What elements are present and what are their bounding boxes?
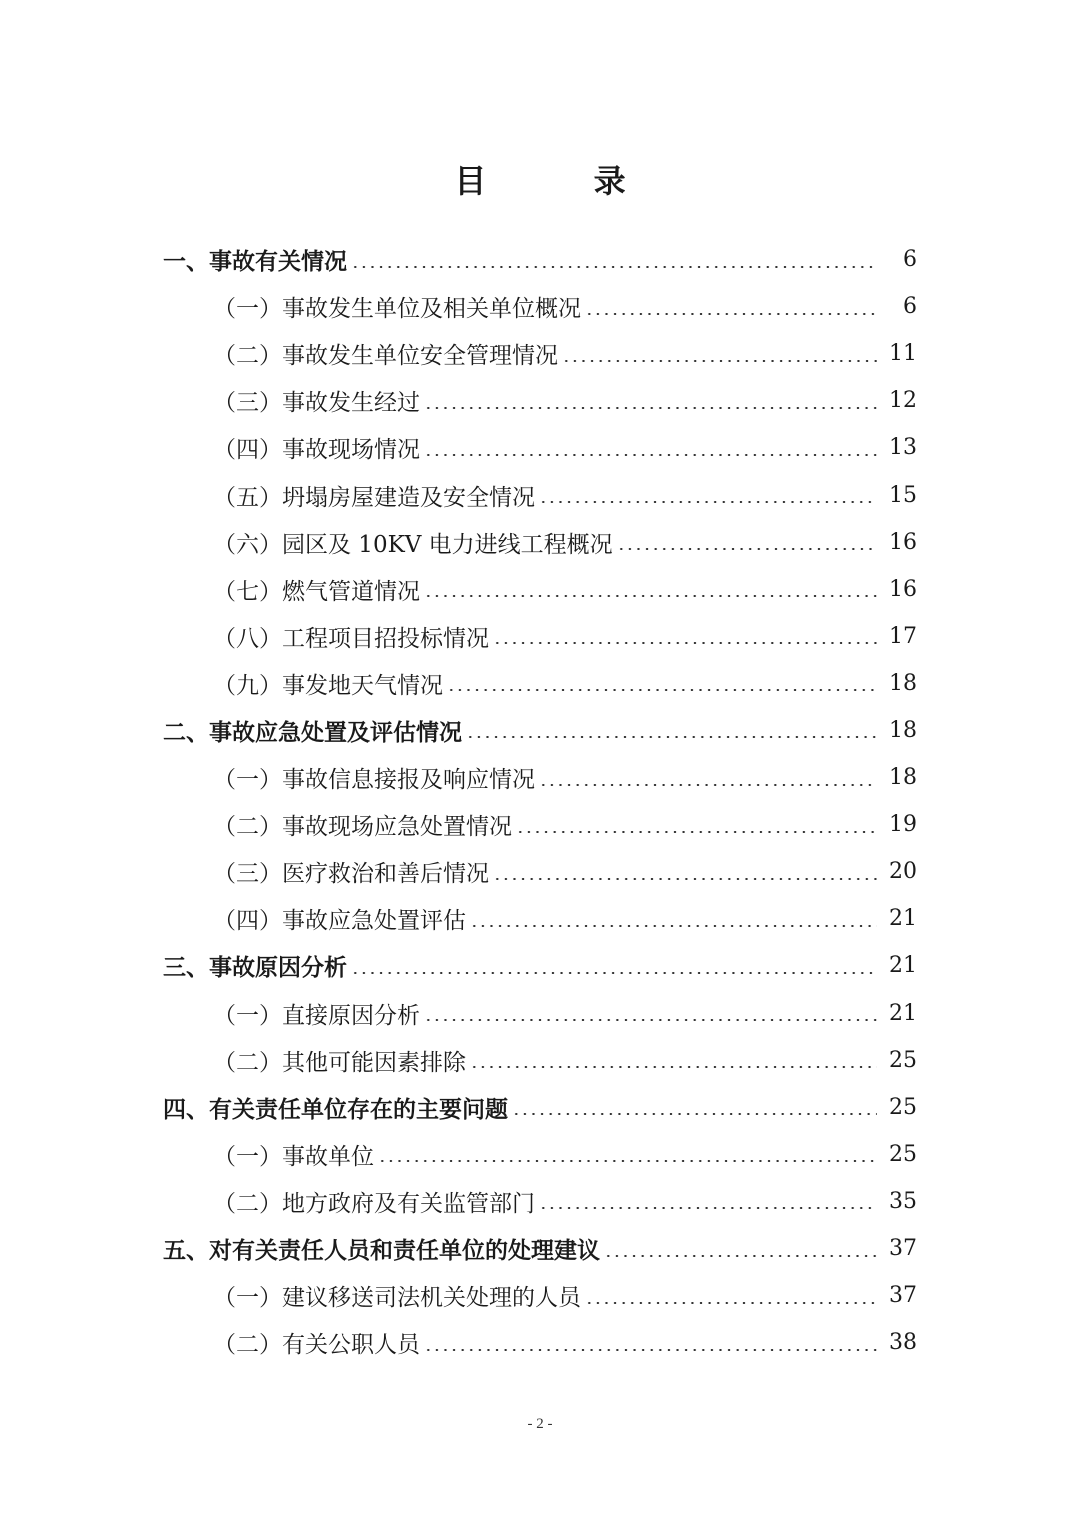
- toc-entry-label: （七）燃气管道情况: [213, 578, 420, 605]
- toc-entry-label: （二）其他可能因素排除: [213, 1049, 466, 1076]
- toc-entry-label: （二）有关公职人员: [213, 1332, 420, 1359]
- toc-dot-leader: [604, 1255, 877, 1257]
- toc-entry-page-number: 37: [889, 1283, 917, 1309]
- toc-subsection-entry[interactable]: [0, 801, 1080, 848]
- toc-entry-label: （四）事故现场情况: [213, 437, 420, 464]
- toc-subsection-entry[interactable]: [0, 471, 1080, 518]
- toc-entry-label: 五、对有关责任人员和责任单位的处理建议: [163, 1238, 600, 1265]
- toc-entry-label: （一）直接原因分析: [213, 1002, 420, 1029]
- toc-subsection-entry[interactable]: [0, 848, 1080, 895]
- toc-section-entry[interactable]: [0, 1084, 1080, 1131]
- toc-dot-leader: [351, 972, 877, 974]
- toc-subsection-entry[interactable]: [0, 566, 1080, 613]
- toc-entry-page-number: 25: [889, 1047, 917, 1073]
- toc-entry-label: （八）工程项目招投标情况: [213, 625, 489, 652]
- toc-subsection-entry[interactable]: [0, 754, 1080, 801]
- toc-dot-leader: [539, 501, 877, 503]
- toc-dot-leader: [447, 689, 877, 691]
- toc-entry-label: （五）坍塌房屋建造及安全情况: [213, 484, 535, 511]
- toc-dot-leader: [351, 266, 877, 268]
- toc-section-entry[interactable]: [0, 236, 1080, 283]
- toc-dot-leader: [424, 454, 877, 456]
- toc-dot-leader: [470, 1066, 877, 1068]
- toc-section-entry[interactable]: [0, 1225, 1080, 1272]
- toc-dot-leader: [424, 1019, 877, 1021]
- toc-subsection-entry[interactable]: [0, 330, 1080, 377]
- toc-entry-page-number: 6: [903, 247, 917, 273]
- toc-entry-label: （三）事故发生经过: [213, 390, 420, 417]
- toc-entry-label: 四、有关责任单位存在的主要问题: [163, 1096, 508, 1123]
- toc-dot-leader: [466, 736, 877, 738]
- toc-dot-leader: [516, 831, 877, 833]
- toc-entry-page-number: 17: [889, 623, 917, 649]
- toc-entry-label: （三）医疗救治和善后情况: [213, 861, 489, 888]
- toc-entry-page-number: 38: [889, 1330, 917, 1356]
- toc-entry-label: （一）建议移送司法机关处理的人员: [213, 1285, 581, 1312]
- toc-entry-page-number: 21: [889, 906, 917, 932]
- toc-subsection-entry[interactable]: [0, 1178, 1080, 1225]
- toc-entry-page-number: 21: [889, 953, 917, 979]
- toc-entry-page-number: 19: [889, 812, 917, 838]
- toc-dot-leader: [539, 1207, 877, 1209]
- toc-entry-label: （六）园区及 10KV 电力进线工程概况: [213, 531, 613, 558]
- toc-entry-page-number: 16: [889, 576, 917, 602]
- toc-dot-leader: [493, 642, 877, 644]
- toc-subsection-entry[interactable]: [0, 990, 1080, 1037]
- toc-entry-page-number: 35: [889, 1188, 917, 1214]
- toc-entry-page-number: 18: [889, 670, 917, 696]
- toc-subsection-entry[interactable]: [0, 895, 1080, 942]
- toc-dot-leader: [493, 878, 877, 880]
- toc-dot-leader: [539, 784, 877, 786]
- toc-entry-page-number: 18: [889, 717, 917, 743]
- toc-subsection-entry[interactable]: [0, 1131, 1080, 1178]
- toc-dot-leader: [585, 313, 877, 315]
- toc-entry-label: 一、事故有关情况: [163, 249, 347, 276]
- page-number: - 2 -: [527, 1416, 553, 1432]
- toc-dot-leader: [562, 360, 877, 362]
- toc-entry-page-number: 16: [889, 529, 917, 555]
- toc-subsection-entry[interactable]: [0, 377, 1080, 424]
- toc-entry-page-number: 6: [903, 294, 917, 320]
- toc-entry-label: （二）事故发生单位安全管理情况: [213, 343, 558, 370]
- toc-entry-label: （二）地方政府及有关监管部门: [213, 1190, 535, 1217]
- toc-entry-page-number: 12: [889, 388, 917, 414]
- table-of-contents: [0, 236, 1080, 1366]
- toc-entry-page-number: 20: [889, 859, 917, 885]
- toc-entry-label: （一）事故发生单位及相关单位概况: [213, 296, 581, 323]
- toc-subsection-entry[interactable]: [0, 1272, 1080, 1319]
- toc-entry-page-number: 11: [889, 341, 917, 367]
- toc-dot-leader: [424, 407, 877, 409]
- toc-subsection-entry[interactable]: [0, 613, 1080, 660]
- toc-dot-leader: [424, 595, 877, 597]
- toc-entry-label: （一）事故单位: [213, 1143, 374, 1170]
- toc-subsection-entry[interactable]: [0, 519, 1080, 566]
- toc-entry-page-number: 21: [889, 1000, 917, 1026]
- toc-dot-leader: [470, 925, 877, 927]
- page-title: 目 录: [454, 162, 674, 201]
- toc-subsection-entry[interactable]: [0, 660, 1080, 707]
- toc-dot-leader: [585, 1302, 877, 1304]
- toc-entry-label: （九）事发地天气情况: [213, 672, 443, 699]
- toc-dot-leader: [378, 1160, 877, 1162]
- toc-entry-label: （四）事故应急处置评估: [213, 908, 466, 935]
- toc-entry-page-number: 18: [889, 765, 917, 791]
- toc-section-entry[interactable]: [0, 942, 1080, 989]
- toc-entry-page-number: 25: [889, 1094, 917, 1120]
- toc-entry-label: 三、事故原因分析: [163, 955, 347, 982]
- toc-dot-leader: [512, 1113, 877, 1115]
- toc-entry-page-number: 25: [889, 1141, 917, 1167]
- toc-entry-label: （二）事故现场应急处置情况: [213, 814, 512, 841]
- toc-entry-label: 二、事故应急处置及评估情况: [163, 719, 462, 746]
- toc-subsection-entry[interactable]: [0, 1319, 1080, 1366]
- toc-entry-page-number: 37: [889, 1236, 917, 1262]
- toc-entry-label: （一）事故信息接报及响应情况: [213, 767, 535, 794]
- toc-entry-page-number: 13: [889, 435, 917, 461]
- toc-subsection-entry[interactable]: [0, 1037, 1080, 1084]
- toc-dot-leader: [424, 1349, 877, 1351]
- toc-subsection-entry[interactable]: [0, 424, 1080, 471]
- toc-section-entry[interactable]: [0, 707, 1080, 754]
- toc-subsection-entry[interactable]: [0, 283, 1080, 330]
- toc-dot-leader: [617, 548, 877, 550]
- toc-entry-page-number: 15: [889, 482, 917, 508]
